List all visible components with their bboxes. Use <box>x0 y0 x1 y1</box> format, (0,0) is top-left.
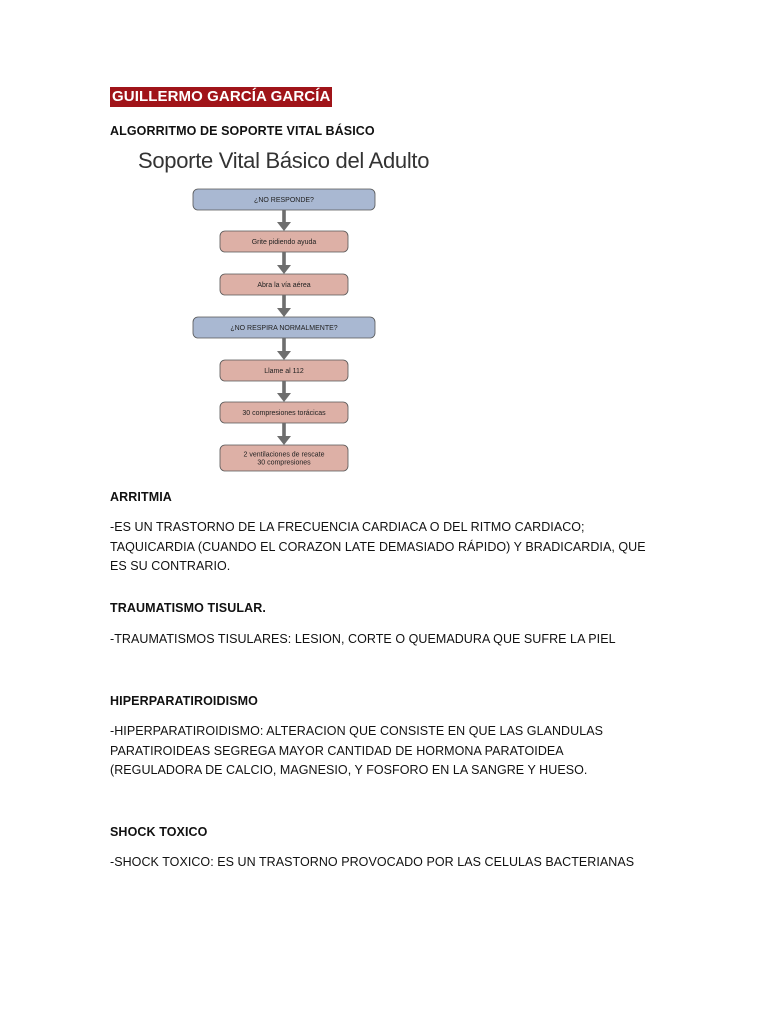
flow-step-label: 2 ventilaciones de rescate <box>243 451 325 459</box>
section-heading-hiperparatiroidismo: HIPERPARATIROIDISMO <box>110 694 258 708</box>
flow-arrow <box>277 252 291 274</box>
flow-step-label: 30 compresiones torácicas <box>242 410 326 417</box>
section-heading-shock-toxico: SHOCK TOXICO <box>110 825 208 839</box>
section-text-traumatismo: -TRAUMATISMOS TISULARES: LESION, CORTE O QUEMADURA QUE SUFRE LA PIEL <box>110 632 616 646</box>
flow-step-6 <box>220 402 348 423</box>
flow-arrow <box>277 295 291 317</box>
flow-step-7 <box>220 445 348 471</box>
section-text-hiperparatiroidismo: -HIPERPARATIROIDISMO: ALTERACION QUE CONSISTE EN QUE LAS GLANDULAS PARATIROIDEAS SEGREGA MAYOR CANTIDAD DE HORMONA PARATOIDEA (REGULADORA DE CALCIO, MAGNESIO, Y FOSFORO EN LA SANGRE Y HUESO. <box>110 724 603 777</box>
flowchart-title: Soporte Vital Básico del Adulto <box>138 148 430 173</box>
section-text-arritmia: -ES UN TRASTORNO DE LA FRECUENCIA CARDIACA O DEL RITMO CARDIACO; TAQUICARDIA (CUANDO EL CORAZON LATE DEMASIADO RÁPIDO) Y BRADICARDIA, QUE ES SU CONTRARIO. <box>110 520 646 573</box>
flow-step-label: Grite pidiendo ayuda <box>251 239 317 246</box>
flow-step-label: ¿NO RESPIRA NORMALMENTE? <box>230 325 338 332</box>
flow-step-1 <box>193 189 375 210</box>
algorithm-heading: ALGORRITMO DE SOPORTE VITAL BÁSICO <box>110 124 375 138</box>
section-heading-arritmia: ARRITMIA <box>110 490 172 504</box>
section-heading-traumatismo: TRAUMATISMO TISULAR. <box>110 601 266 615</box>
flow-arrow <box>277 210 291 231</box>
flow-arrow <box>277 338 291 360</box>
flow-step-2 <box>220 231 348 252</box>
flow-arrow <box>277 423 291 445</box>
flow-step-label: Abra la vía aérea <box>257 282 311 289</box>
flow-step-4 <box>193 317 375 338</box>
flow-step-3 <box>220 274 348 295</box>
flow-step-label: Llame al 112 <box>264 368 304 375</box>
flow-arrow <box>277 381 291 402</box>
author-name: GUILLERMO GARCÍA GARCÍA <box>112 88 331 105</box>
flowchart <box>185 180 385 480</box>
section-text-shock-toxico: -SHOCK TOXICO: ES UN TRASTORNO PROVOCADO POR LAS CELULAS BACTERIANAS <box>110 855 635 869</box>
flow-step-label: ¿NO RESPONDE? <box>254 197 314 204</box>
flow-step-5 <box>220 360 348 381</box>
flow-step-label: 30 compresiones <box>257 459 311 467</box>
